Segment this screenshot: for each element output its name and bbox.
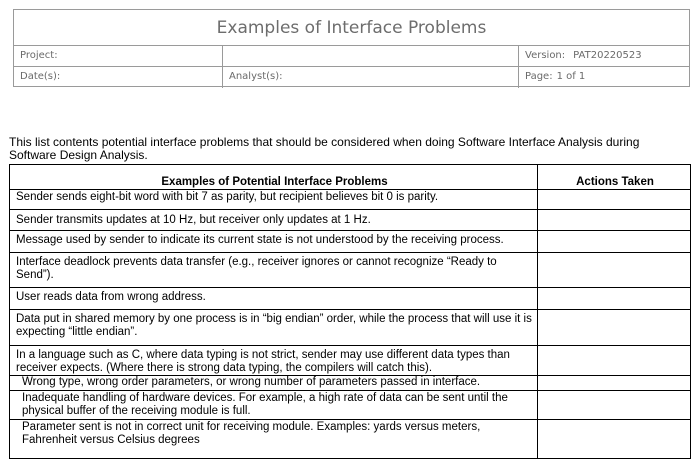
problem-cell: Parameter sent is not in correct unit for receiving module. Examples: yards versus meters, Fahrenheit versus Celsius degrees	[10, 420, 538, 459]
table-row	[10, 231, 691, 253]
intro-paragraph: This list contents potential interface problems that should be considered when doing Software Interface Analysis during Software Design Analysis.	[9, 135, 640, 162]
column-header-problems: Examples of Potential Interface Problems	[10, 165, 538, 190]
interface-problems-table	[9, 164, 691, 459]
table-row	[10, 376, 691, 391]
version-value: PAT20220523	[573, 50, 642, 61]
problem-cell: Data put in shared memory by one process is in “big endian” order, while the process that will use it is expecting “little endian”.	[10, 310, 538, 346]
version-field	[519, 46, 689, 66]
table-row	[10, 346, 691, 376]
action-cell	[538, 231, 691, 253]
problem-cell: Wrong type, wrong order parameters, or wrong number of parameters passed in interface.	[10, 376, 538, 391]
action-cell	[538, 346, 691, 376]
table-row	[10, 190, 691, 210]
table-row	[10, 310, 691, 346]
problem-cell: Message used by sender to indicate its current state is not understood by the receiving process.	[10, 231, 538, 253]
table-row	[10, 391, 691, 420]
analyst-field	[223, 67, 519, 88]
document-header	[13, 9, 690, 87]
dates-label: Date(s):	[20, 71, 61, 82]
action-cell	[538, 253, 691, 288]
action-cell	[538, 190, 691, 210]
action-cell	[538, 310, 691, 346]
document-title: Examples of Interface Problems	[14, 10, 689, 46]
column-header-actions: Actions Taken	[538, 165, 691, 190]
action-cell	[538, 288, 691, 310]
header-row-2	[14, 67, 689, 88]
analyst-label: Analyst(s):	[229, 71, 283, 82]
problem-cell: In a language such as C, where data typing is not strict, sender may use different data types than receiver expects. (Where there is strong data typing, the compilers will catch this).	[10, 346, 538, 376]
problem-cell: Interface deadlock prevents data transfer (e.g., receiver ignores or cannot recognize “Ready to Send”).	[10, 253, 538, 288]
table-row	[10, 253, 691, 288]
table-header-row	[10, 165, 691, 190]
problem-cell: User reads data from wrong address.	[10, 288, 538, 310]
page-field	[519, 67, 689, 88]
page-label: Page:	[525, 71, 553, 82]
project-field	[14, 46, 223, 66]
action-cell	[538, 210, 691, 231]
header-row-1	[14, 46, 689, 67]
project-label: Project:	[20, 50, 58, 61]
action-cell	[538, 391, 691, 420]
project-value-field	[223, 46, 519, 66]
page-value: 1 of 1	[556, 71, 586, 82]
action-cell	[538, 376, 691, 391]
action-cell	[538, 420, 691, 459]
problem-cell: Sender sends eight-bit word with bit 7 as parity, but recipient believes bit 0 is parity.	[10, 190, 538, 210]
table-row	[10, 420, 691, 459]
dates-field	[14, 67, 223, 88]
table-row	[10, 288, 691, 310]
problem-cell: Inadequate handling of hardware devices. For example, a high rate of data can be sent until the physical buffer of the receiving module is full.	[10, 391, 538, 420]
problem-cell: Sender transmits updates at 10 Hz, but receiver only updates at 1 Hz.	[10, 210, 538, 231]
version-label: Version:	[525, 50, 566, 61]
table-row	[10, 210, 691, 231]
